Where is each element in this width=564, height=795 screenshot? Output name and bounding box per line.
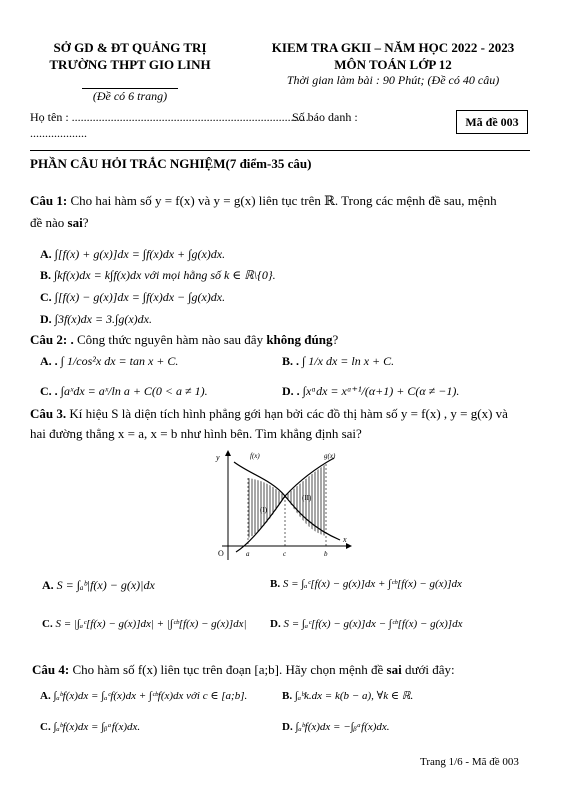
q2-option-c-label: C. . [40,384,58,398]
school-name: TRƯỜNG THPT GIO LINH [49,57,211,72]
name-dots: ................... [30,126,87,140]
origin-label: O [218,549,224,558]
q4-option-b-label: B. [282,690,293,702]
exam-title: KIEM TRA GKII – NĂM HỌC 2022 - 2023 [271,40,515,55]
q4-option-a-label: A. [40,690,51,702]
question-1-text-a: Cho hai hàm số y = f(x) và y = g(x) liên tục trên ℝ. Trong các mệnh đề sau, mệnh [70,193,497,208]
q1-option-d-label: D. [40,312,52,326]
section-title: PHẦN CÂU HỎI TRẮC NGHIỆM(7 điểm-35 câu) [30,156,312,171]
q1-option-b-label: B. [40,268,52,282]
q3-option-b[interactable] [270,578,462,590]
y-axis-label: y [216,453,220,462]
q4-option-b-text: ∫ₐᵇk.dx = k(b − a), ∀k ∈ ℝ. [294,690,414,702]
q1-option-c-text: ∫[f(x) − g(x)]dx = ∫f(x)dx − ∫g(x)dx. [54,290,226,304]
question-1-emphasis: sai [67,215,83,230]
q2-option-a-text: ∫ 1/cos²x dx = tan x + C. [60,354,179,368]
q4-option-d-label: D. [282,721,293,733]
q2-option-a-label: A. . [40,354,58,368]
question-3-text-b: hai đường thẳng x = a, x = b như hình bên. Tìm khẳng định sai? [30,426,362,441]
area-graph-figure [200,448,370,566]
f-curve-label: f(x) [250,452,260,460]
b-tick-label: b [324,550,328,558]
q3-option-a-text: S = ∫ₐᵇ|f(x) − g(x)|dx [56,578,155,592]
sbd-label: Số báo danh : [292,110,358,124]
region-2-label: (II) [302,494,312,502]
q1-option-a-label: A. [40,247,52,261]
q2-option-c[interactable] [40,384,208,399]
page-footer: Trang 1/6 - Mã đề 003 [420,756,519,768]
q3-option-b-text: S = ∫ₐᶜ[f(x) − g(x)]dx + ∫ᶜᵇ[f(x) − g(x)]dx [282,578,462,590]
exam-code-box: Mã đề 003 [456,110,528,134]
q1-option-a-text: ∫[f(x) + g(x)]dx = ∫f(x)dx + ∫g(x)dx. [54,247,226,261]
question-2-emphasis: không đúng [266,332,333,347]
q4-option-c-label: C. [40,721,51,733]
question-4-label: Câu 4: [32,662,70,677]
q3-option-d-text: S = ∫ₐᶜ[f(x) − g(x)]dx − ∫ᶜᵇ[f(x) − g(x)]dx [283,618,463,630]
question-3-text-a: Kí hiệu S là diện tích hình phẳng gới hạn bởi các đồ thị hàm số y = f(x) , y = g(x) và [69,406,508,421]
question-1-end: ? [82,215,89,230]
q1-option-c-label: C. [40,290,52,304]
question-1 [30,190,530,234]
y-axis-arrow [225,450,231,456]
x-axis-label: x [343,535,347,544]
q4-option-d-text: ∫ₐᵇf(x)dx = −∫ᵦᵃf(x)dx. [295,721,390,733]
q3-option-c-text: S = |∫ₐᶜ[f(x) − g(x)]dx| + |∫ᶜᵇ[f(x) − g(x)]dx| [55,618,247,630]
time-note: Thời gian làm bài : 90 Phút; (Đề có 40 câu) [286,73,500,87]
question-3 [30,404,535,444]
q1-option-d-text: ∫3f(x)dx = 3.∫g(x)dx. [54,312,152,326]
q2-option-b-label: B. . [282,354,300,368]
q2-option-d-label: D. . [282,384,300,398]
q1-option-b-text: ∫kf(x)dx = k∫f(x)dx với mọi hằng số k ∈ ℝ\{0}. [54,268,276,282]
q3-option-d-label: D. [270,618,281,630]
question-4 [32,662,532,678]
q4-option-c[interactable] [40,721,140,733]
q2-option-b-text: ∫ 1/x dx = ln x + C. [302,354,395,368]
question-1-text-b: đề nào [30,215,68,230]
q3-option-a-label: A. [42,578,54,592]
name-field-label: Họ tên : ............................................................................... [30,110,309,124]
department-name: SỞ GD & ĐT QUẢNG TRỊ [53,40,207,55]
question-4-text: Cho hàm số f(x) liên tục trên đoạn [a;b]. Hãy chọn mệnh đề [69,662,387,677]
question-2-label: Câu 2: . [30,332,74,347]
question-2 [30,332,530,348]
question-3-label: Câu 3. [30,406,67,421]
q1-option-b[interactable] [40,268,276,283]
q4-option-d[interactable] [282,721,390,733]
q4-option-a-text: ∫ₐᵇf(x)dx = ∫ₐᶜf(x)dx + ∫ᶜᵇf(x)dx với c ∈ [a;b]. [53,690,248,702]
a-tick-label: a [246,550,250,558]
q4-option-c-text: ∫ₐᵇf(x)dx = ∫ᵦᵃf(x)dx. [53,721,141,733]
question-1-label: Câu 1: [30,193,68,208]
x-axis-arrow [346,543,352,549]
q4-option-b[interactable] [282,689,413,702]
question-2-text: Công thức nguyên hàm nào sau đây [73,332,267,347]
question-4-end: dưới đây: [401,662,455,677]
q1-option-c[interactable] [40,290,225,305]
q2-option-c-text: ∫aˣdx = aˣ/ln a + C(0 < a ≠ 1). [60,384,208,398]
q1-option-d[interactable] [40,312,152,327]
q2-option-d-text: ∫xᵅdx = xᵅ⁺¹/(α+1) + C(α ≠ −1). [302,384,460,398]
q3-option-c-label: C. [42,618,53,630]
q2-option-d[interactable] [282,384,459,399]
q3-option-d[interactable] [270,618,462,630]
question-2-end: ? [332,332,339,347]
header-divider [30,150,530,151]
region-1-label: (I) [260,506,267,514]
q1-option-a[interactable] [40,247,225,262]
page-count-note: (Đề có 6 trang) [92,89,168,103]
q3-option-a[interactable] [42,578,155,593]
c-tick-label: c [283,550,287,558]
question-4-emphasis: sai [386,662,402,677]
q3-option-b-label: B. [270,578,281,590]
q2-option-a[interactable] [40,354,178,369]
q4-option-a[interactable] [40,689,247,702]
g-curve-label: g(x) [324,452,336,460]
q2-option-b[interactable] [282,354,394,369]
subject-title: MÔN TOÁN LỚP 12 [334,57,452,72]
q3-option-c[interactable] [42,618,247,630]
